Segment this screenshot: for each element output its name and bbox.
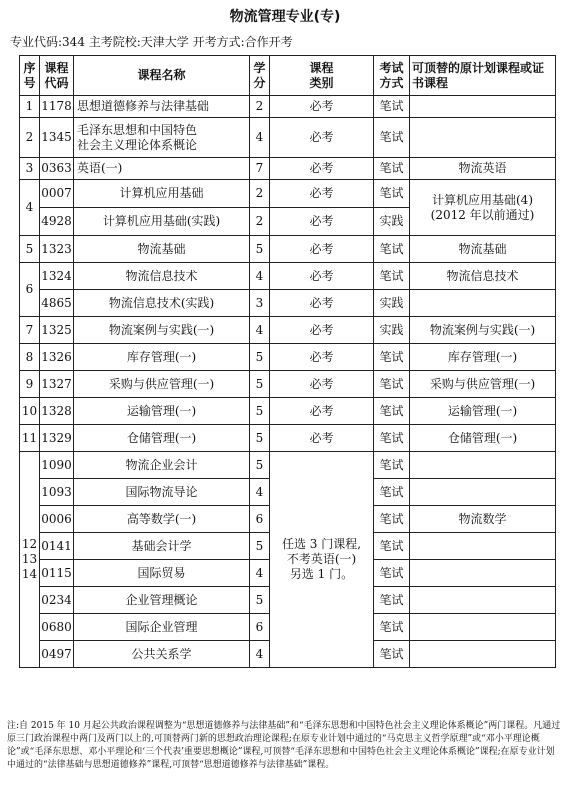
cell-code: 1326 bbox=[40, 344, 74, 371]
cell-name: 思想道德修养与法律基础 bbox=[74, 96, 250, 118]
table-row bbox=[20, 96, 556, 118]
cell-name: 物流信息技术(实践) bbox=[74, 290, 250, 317]
cell-replace: 物流英语 bbox=[410, 158, 556, 180]
cell-name: 采购与供应管理(一) bbox=[74, 371, 250, 398]
cell-seq-elective: 12 13 14 bbox=[20, 452, 40, 668]
cell-exam: 笔试 bbox=[374, 118, 410, 158]
table-row bbox=[20, 180, 556, 208]
cell-type: 必考 bbox=[270, 208, 374, 236]
cell-replace bbox=[410, 641, 556, 668]
cell-code: 0234 bbox=[40, 587, 74, 614]
cell-code: 0363 bbox=[40, 158, 74, 180]
cell-type: 必考 bbox=[270, 371, 374, 398]
cell-exam: 实践 bbox=[374, 317, 410, 344]
cell-credit: 4 bbox=[250, 118, 270, 158]
cell-credit: 4 bbox=[250, 317, 270, 344]
cell-name: 英语(一) bbox=[74, 158, 250, 180]
header-credit: 学 分 bbox=[250, 56, 270, 96]
cell-exam: 笔试 bbox=[374, 344, 410, 371]
cell-replace bbox=[410, 479, 556, 506]
cell-code: 4928 bbox=[40, 208, 74, 236]
cell-exam: 笔试 bbox=[374, 479, 410, 506]
table-row bbox=[20, 118, 556, 158]
cell-seq: 7 bbox=[20, 317, 40, 344]
cell-type: 必考 bbox=[270, 290, 374, 317]
cell-credit: 4 bbox=[250, 641, 270, 668]
table-row bbox=[20, 158, 556, 180]
header-name: 课程名称 bbox=[74, 56, 250, 96]
cell-code: 0680 bbox=[40, 614, 74, 641]
cell-code: 1324 bbox=[40, 263, 74, 290]
cell-code: 1093 bbox=[40, 479, 74, 506]
cell-type-elective: 任选 3 门课程, 不考英语(一) 另选 1 门。 bbox=[270, 452, 374, 668]
cell-exam: 笔试 bbox=[374, 263, 410, 290]
footnote: 注:自 2015 年 10 月起公共政治课程调整为“思想道德修养与法律基础”和“毛泽东思想和中国特色社会主义理论体系概论”两门课程。凡通过原三门政治课程中两门及两门以上的,可顶替两门新的思想政治理论课程;在原专业计划中通过的“马克思主义哲学原理”或“邓小平理论概论”或“毛泽东思想、邓小平理论和‘三个代表’重要思想概论”课程,可顶替“毛泽东思想和中国特色社会主义理论体系概论”课程;在原专业计划中通过的“法律基础与思想道德修养”课程,可顶替“思想道德修养与法律基础”课程。 bbox=[7, 721, 561, 770]
cell-exam: 笔试 bbox=[374, 641, 410, 668]
cell-credit: 2 bbox=[250, 96, 270, 118]
cell-exam: 笔试 bbox=[374, 425, 410, 452]
cell-seq: 2 bbox=[20, 118, 40, 158]
header-replace: 可顶替的原计划课程或证书课程 bbox=[410, 56, 556, 96]
table-row bbox=[20, 371, 556, 398]
table-row bbox=[20, 344, 556, 371]
cell-type: 必考 bbox=[270, 263, 374, 290]
header-code: 课程 代码 bbox=[40, 56, 74, 96]
cell-replace bbox=[410, 290, 556, 317]
cell-seq: 4 bbox=[20, 180, 40, 236]
cell-code: 1178 bbox=[40, 96, 74, 118]
cell-type: 必考 bbox=[270, 96, 374, 118]
cell-name: 国际物流导论 bbox=[74, 479, 250, 506]
page-title: 物流管理专业(专) bbox=[229, 9, 341, 25]
cell-name: 物流基础 bbox=[74, 236, 250, 263]
cell-exam: 笔试 bbox=[374, 398, 410, 425]
cell-credit: 5 bbox=[250, 344, 270, 371]
cell-replace: 库存管理(一) bbox=[410, 344, 556, 371]
cell-name: 国际企业管理 bbox=[74, 614, 250, 641]
cell-code: 1328 bbox=[40, 398, 74, 425]
cell-code: 1325 bbox=[40, 317, 74, 344]
header-exam: 考试 方式 bbox=[374, 56, 410, 96]
cell-credit: 4 bbox=[250, 263, 270, 290]
table-row bbox=[20, 398, 556, 425]
cell-exam: 笔试 bbox=[374, 533, 410, 560]
cell-code: 1323 bbox=[40, 236, 74, 263]
cell-exam: 实践 bbox=[374, 290, 410, 317]
cell-replace: 物流基础 bbox=[410, 236, 556, 263]
cell-type: 必考 bbox=[270, 180, 374, 208]
cell-type: 必考 bbox=[270, 236, 374, 263]
header-type: 课程 类别 bbox=[270, 56, 374, 96]
cell-credit: 5 bbox=[250, 236, 270, 263]
cell-replace bbox=[410, 96, 556, 118]
major-meta: 专业代码:344 主考院校:天津大学 开考方式:合作开考 bbox=[10, 35, 293, 49]
cell-code: 0115 bbox=[40, 560, 74, 587]
cell-credit: 5 bbox=[250, 398, 270, 425]
cell-code: 1090 bbox=[40, 452, 74, 479]
cell-replace: 物流信息技术 bbox=[410, 263, 556, 290]
cell-type: 必考 bbox=[270, 344, 374, 371]
cell-credit: 4 bbox=[250, 479, 270, 506]
cell-name: 物流企业会计 bbox=[74, 452, 250, 479]
cell-name: 企业管理概论 bbox=[74, 587, 250, 614]
course-table bbox=[19, 55, 556, 668]
cell-replace bbox=[410, 587, 556, 614]
cell-name: 库存管理(一) bbox=[74, 344, 250, 371]
cell-name: 运输管理(一) bbox=[74, 398, 250, 425]
cell-seq: 8 bbox=[20, 344, 40, 371]
cell-replace bbox=[410, 452, 556, 479]
cell-code: 0497 bbox=[40, 641, 74, 668]
cell-replace: 物流数学 bbox=[410, 506, 556, 533]
cell-credit: 5 bbox=[250, 425, 270, 452]
cell-replace: 仓储管理(一) bbox=[410, 425, 556, 452]
cell-replace: 物流案例与实践(一) bbox=[410, 317, 556, 344]
table-row bbox=[20, 452, 556, 479]
cell-exam: 笔试 bbox=[374, 96, 410, 118]
table-row bbox=[20, 290, 556, 317]
table-row bbox=[20, 263, 556, 290]
cell-seq: 11 bbox=[20, 425, 40, 452]
cell-name: 物流案例与实践(一) bbox=[74, 317, 250, 344]
cell-exam: 笔试 bbox=[374, 560, 410, 587]
cell-name: 高等数学(一) bbox=[74, 506, 250, 533]
table-header-row bbox=[20, 56, 556, 96]
cell-exam: 实践 bbox=[374, 208, 410, 236]
cell-code: 0007 bbox=[40, 180, 74, 208]
cell-name: 毛泽东思想和中国特色 社会主义理论体系概论 bbox=[74, 118, 250, 158]
cell-exam: 笔试 bbox=[374, 614, 410, 641]
cell-credit: 2 bbox=[250, 208, 270, 236]
cell-exam: 笔试 bbox=[374, 158, 410, 180]
table-row bbox=[20, 425, 556, 452]
cell-credit: 5 bbox=[250, 533, 270, 560]
cell-credit: 5 bbox=[250, 371, 270, 398]
cell-type: 必考 bbox=[270, 118, 374, 158]
cell-name: 计算机应用基础 bbox=[74, 180, 250, 208]
header-seq: 序 号 bbox=[20, 56, 40, 96]
cell-seq: 5 bbox=[20, 236, 40, 263]
cell-code: 1329 bbox=[40, 425, 74, 452]
cell-type: 必考 bbox=[270, 158, 374, 180]
cell-seq: 10 bbox=[20, 398, 40, 425]
cell-credit: 7 bbox=[250, 158, 270, 180]
cell-credit: 3 bbox=[250, 290, 270, 317]
table-row bbox=[20, 317, 556, 344]
cell-name: 仓储管理(一) bbox=[74, 425, 250, 452]
cell-type: 必考 bbox=[270, 425, 374, 452]
cell-credit: 6 bbox=[250, 506, 270, 533]
cell-code: 1345 bbox=[40, 118, 74, 158]
cell-exam: 笔试 bbox=[374, 506, 410, 533]
cell-replace bbox=[410, 118, 556, 158]
cell-name: 物流信息技术 bbox=[74, 263, 250, 290]
cell-exam: 笔试 bbox=[374, 236, 410, 263]
cell-name: 国际贸易 bbox=[74, 560, 250, 587]
cell-exam: 笔试 bbox=[374, 452, 410, 479]
cell-replace bbox=[410, 533, 556, 560]
cell-type: 必考 bbox=[270, 317, 374, 344]
cell-replace: 运输管理(一) bbox=[410, 398, 556, 425]
cell-code: 4865 bbox=[40, 290, 74, 317]
cell-seq: 3 bbox=[20, 158, 40, 180]
cell-exam: 笔试 bbox=[374, 180, 410, 208]
cell-replace: 采购与供应管理(一) bbox=[410, 371, 556, 398]
cell-credit: 6 bbox=[250, 614, 270, 641]
cell-exam: 笔试 bbox=[374, 587, 410, 614]
cell-name: 计算机应用基础(实践) bbox=[74, 208, 250, 236]
cell-seq: 6 bbox=[20, 263, 40, 317]
cell-replace bbox=[410, 614, 556, 641]
cell-code: 1327 bbox=[40, 371, 74, 398]
cell-name: 基础会计学 bbox=[74, 533, 250, 560]
cell-credit: 5 bbox=[250, 587, 270, 614]
cell-code: 0006 bbox=[40, 506, 74, 533]
cell-exam: 笔试 bbox=[374, 371, 410, 398]
cell-seq: 1 bbox=[20, 96, 40, 118]
cell-credit: 4 bbox=[250, 560, 270, 587]
cell-credit: 5 bbox=[250, 452, 270, 479]
cell-credit: 2 bbox=[250, 180, 270, 208]
cell-name: 公共关系学 bbox=[74, 641, 250, 668]
table-row bbox=[20, 236, 556, 263]
cell-type: 必考 bbox=[270, 398, 374, 425]
cell-seq: 9 bbox=[20, 371, 40, 398]
cell-code: 0141 bbox=[40, 533, 74, 560]
cell-replace bbox=[410, 560, 556, 587]
cell-replace: 计算机应用基础(4) (2012 年以前通过) bbox=[410, 180, 556, 236]
